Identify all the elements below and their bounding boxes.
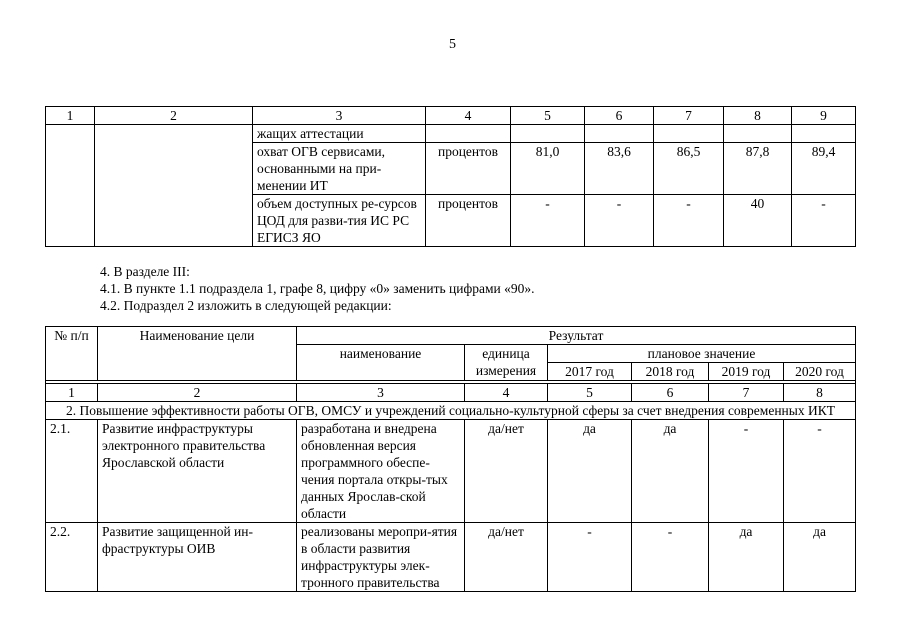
value-cell: 86,5 xyxy=(654,143,724,195)
value-cell: - xyxy=(654,195,724,247)
continuation-table xyxy=(45,106,856,247)
value-cell: да xyxy=(709,523,784,592)
amendment-text xyxy=(100,263,534,314)
row-number: 2.2. xyxy=(46,523,98,592)
unit-cell: да/нет xyxy=(465,523,548,592)
indicator-name: объем доступных ре-сурсов ЦОД для разви-тия ИС РС ЕГИСЗ ЯО xyxy=(253,195,426,247)
indicator-name: охват ОГВ сервисами, основанными на при-менении ИТ xyxy=(253,143,426,195)
header-cell: 4 xyxy=(426,107,511,125)
year-header: 2020 год xyxy=(784,363,856,381)
column-number: 2 xyxy=(98,384,297,402)
unit-cell: процентов xyxy=(426,143,511,195)
name-header: наименование xyxy=(297,345,465,381)
result-name: разработана и внедрена обновленная версия программного обеспе-чения портала откры-тых данных Ярослав-ской области xyxy=(297,420,465,523)
unit-cell: процентов xyxy=(426,195,511,247)
year-header: 2018 год xyxy=(632,363,709,381)
planned-header: плановое значение xyxy=(548,345,856,363)
table-row xyxy=(46,420,856,523)
value-cell xyxy=(511,125,585,143)
section-row xyxy=(46,402,856,420)
row-number: 2.1. xyxy=(46,420,98,523)
value-cell: 89,4 xyxy=(792,143,856,195)
column-number: 4 xyxy=(465,384,548,402)
column-number: 3 xyxy=(297,384,465,402)
value-cell: - xyxy=(548,523,632,592)
table-row xyxy=(46,523,856,592)
value-cell: - xyxy=(792,195,856,247)
result-header: Результат xyxy=(297,327,856,345)
value-cell xyxy=(654,125,724,143)
value-cell: да xyxy=(548,420,632,523)
value-cell xyxy=(792,125,856,143)
goal-name: Развитие защищенной ин-фраструктуры ОИВ xyxy=(98,523,297,592)
header-cell: 6 xyxy=(585,107,654,125)
unit-cell xyxy=(426,125,511,143)
value-cell: - xyxy=(511,195,585,247)
value-cell: 83,6 xyxy=(585,143,654,195)
header-cell: 1 xyxy=(46,107,95,125)
number-header: № п/п xyxy=(46,327,98,381)
table-header-row xyxy=(46,107,856,125)
header-cell: 5 xyxy=(511,107,585,125)
unit-cell: да/нет xyxy=(465,420,548,523)
value-cell: - xyxy=(784,420,856,523)
value-cell: - xyxy=(632,523,709,592)
value-cell xyxy=(724,125,792,143)
header-cell: 3 xyxy=(253,107,426,125)
empty-cell xyxy=(95,125,253,247)
table-row xyxy=(46,125,856,143)
header-cell: 9 xyxy=(792,107,856,125)
column-number-row xyxy=(46,384,856,402)
header-cell: 2 xyxy=(95,107,253,125)
header-cell: 8 xyxy=(724,107,792,125)
goal-name: Развитие инфраструктуры электронного правительства Ярославской области xyxy=(98,420,297,523)
paragraph: 4.2. Подраздел 2 изложить в следующей редакции: xyxy=(100,298,392,313)
column-number: 5 xyxy=(548,384,632,402)
goals-table xyxy=(45,326,856,592)
result-name: реализованы меропри-ятия в области развития инфраструктуры элек-тронного правительства xyxy=(297,523,465,592)
year-header: 2019 год xyxy=(709,363,784,381)
paragraph: 4. В разделе III: xyxy=(100,264,190,279)
value-cell: 81,0 xyxy=(511,143,585,195)
value-cell xyxy=(585,125,654,143)
value-cell: - xyxy=(709,420,784,523)
value-cell: 40 xyxy=(724,195,792,247)
table-head-row xyxy=(46,327,856,345)
page-number: 5 xyxy=(449,37,456,52)
year-header: 2017 год xyxy=(548,363,632,381)
value-cell: да xyxy=(784,523,856,592)
empty-cell xyxy=(46,125,95,247)
unit-header: единица измерения xyxy=(465,345,548,381)
paragraph: 4.1. В пункте 1.1 подраздела 1, графе 8, цифру «0» заменить цифрами «90». xyxy=(100,281,535,296)
value-cell: - xyxy=(585,195,654,247)
column-number: 7 xyxy=(709,384,784,402)
header-cell: 7 xyxy=(654,107,724,125)
indicator-name: жащих аттестации xyxy=(253,125,426,143)
column-number: 1 xyxy=(46,384,98,402)
value-cell: 87,8 xyxy=(724,143,792,195)
column-number: 8 xyxy=(784,384,856,402)
column-number: 6 xyxy=(632,384,709,402)
section-title: 2. Повышение эффективности работы ОГВ, ОМСУ и учреждений социально-культурной сферы за счет внедрения современных ИКТ xyxy=(46,402,856,420)
goal-header: Наименование цели xyxy=(98,327,297,381)
value-cell: да xyxy=(632,420,709,523)
